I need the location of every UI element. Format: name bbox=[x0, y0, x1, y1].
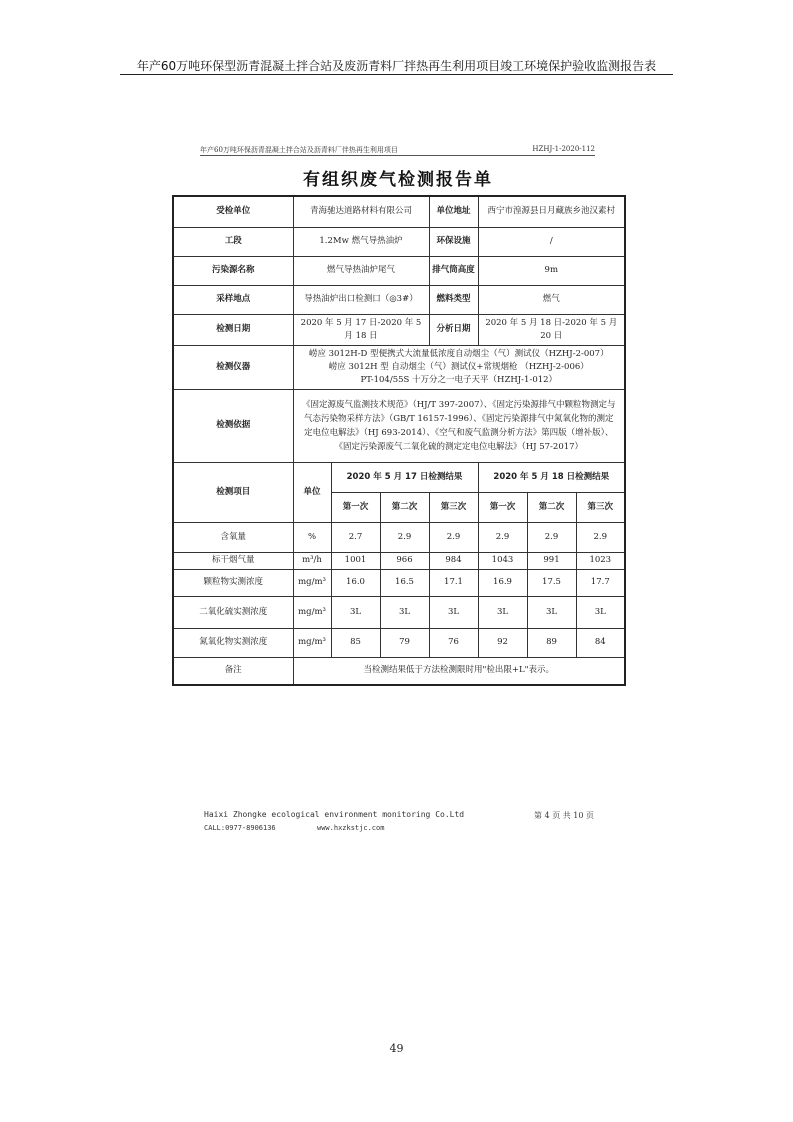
measure-unit: mg/m³ bbox=[293, 569, 331, 596]
info-value: 燃气导热油炉尾气 bbox=[293, 256, 429, 285]
instrument-line: 崂应 3012H 型 自动烟尘（气）测试仪+常规烟枪 （HZHJ-2-006） bbox=[328, 361, 589, 372]
measure-value: 2.9 bbox=[478, 522, 527, 552]
footer-url: www.hxzkstjc.com bbox=[317, 824, 385, 832]
table-row bbox=[173, 256, 625, 285]
measure-unit: mg/m³ bbox=[293, 628, 331, 657]
measure-item: 颗粒物实测浓度 bbox=[173, 569, 293, 596]
footer-phone: CALL:0977-8906136 bbox=[204, 824, 276, 832]
info-label: 采样地点 bbox=[173, 285, 293, 314]
measure-value: 1023 bbox=[576, 552, 625, 569]
table-row bbox=[173, 462, 625, 492]
measure-value: 984 bbox=[429, 552, 478, 569]
measure-value: 2.7 bbox=[331, 522, 380, 552]
doc-header-divider bbox=[200, 155, 595, 156]
measure-value: 2.9 bbox=[576, 522, 625, 552]
doc-code: HZHJ-1-2020-112 bbox=[532, 145, 595, 153]
measure-value: 84 bbox=[576, 628, 625, 657]
measure-unit: mg/m³ bbox=[293, 596, 331, 628]
info-value: 1.2Mw 燃气导热油炉 bbox=[293, 227, 429, 256]
results-item-header: 检测项目 bbox=[173, 462, 293, 522]
report-running-header: 年产60万吨环保型沥青混凝土拌合站及废沥青料厂拌热再生利用项目竣工环境保护验收监测报告表 bbox=[136, 59, 657, 73]
measure-value: 17.7 bbox=[576, 569, 625, 596]
doc-project-name: 年产60万吨环保沥青混凝土拌合站及沥青料厂伴热再生利用项目 bbox=[200, 146, 398, 154]
instrument-line: PT-104/55S 十万分之一电子天平（HZHJ-1-012） bbox=[360, 374, 558, 385]
results-unit-header: 单位 bbox=[293, 462, 331, 522]
measure-value: 3L bbox=[576, 596, 625, 628]
measure-value: 89 bbox=[527, 628, 576, 657]
measure-value: 991 bbox=[527, 552, 576, 569]
measure-value: 17.1 bbox=[429, 569, 478, 596]
measure-value: 2.9 bbox=[429, 522, 478, 552]
table-row bbox=[173, 552, 625, 569]
info-label: 检测日期 bbox=[173, 314, 293, 345]
measure-value: 2.9 bbox=[527, 522, 576, 552]
emission-report-table bbox=[172, 195, 626, 686]
info-label: 受检单位 bbox=[173, 196, 293, 227]
info-label: 单位地址 bbox=[429, 196, 478, 227]
table-row bbox=[173, 389, 625, 462]
measure-value: 3L bbox=[380, 596, 429, 628]
info-value: 2020 年 5 月 18 日-2020 年 5 月 20 日 bbox=[478, 314, 625, 345]
table-row bbox=[173, 569, 625, 596]
measure-unit: m³/h bbox=[293, 552, 331, 569]
measure-value: 79 bbox=[380, 628, 429, 657]
doc-title: 有组织废气检测报告单 bbox=[303, 170, 493, 190]
round-header: 第三次 bbox=[576, 492, 625, 522]
round-header: 第一次 bbox=[478, 492, 527, 522]
info-label: 排气筒高度 bbox=[429, 256, 478, 285]
table-row bbox=[173, 657, 625, 685]
table-row bbox=[173, 314, 625, 345]
measure-unit: % bbox=[293, 522, 331, 552]
instrument-list bbox=[293, 345, 625, 389]
info-value: 青海驰达道路材料有限公司 bbox=[293, 196, 429, 227]
info-value: 9m bbox=[478, 256, 625, 285]
remark-label: 备注 bbox=[173, 657, 293, 685]
info-label: 分析日期 bbox=[429, 314, 478, 345]
info-value: / bbox=[478, 227, 625, 256]
round-header: 第二次 bbox=[380, 492, 429, 522]
footer-page-info: 第 4 页 共 10 页 bbox=[534, 811, 594, 820]
info-label: 污染源名称 bbox=[173, 256, 293, 285]
day2-results-header: 2020 年 5 月 18 日检测结果 bbox=[478, 462, 625, 492]
day1-results-header: 2020 年 5 月 17 日检测结果 bbox=[331, 462, 478, 492]
round-header: 第二次 bbox=[527, 492, 576, 522]
info-label: 环保设施 bbox=[429, 227, 478, 256]
table-row bbox=[173, 345, 625, 389]
page-number: 49 bbox=[389, 1042, 404, 1055]
info-label: 检测仪器 bbox=[173, 345, 293, 389]
measure-value: 16.9 bbox=[478, 569, 527, 596]
standards-text: 《固定源废气监测技术规范》（HJ/T 397-2007）、《固定污染源排气中颗粒物测定与气态污染物采样方法》（GB/T 16157-1996）、《固定污染源排气中氮氧化物的测定 定电位电解法》（HJ 693-2014）、《空气和废气监测分析方法》第四版（增补版）、《固定污染源废气二氧化硫的测定定电位电解法》（HJ 57-2017） bbox=[293, 389, 625, 462]
footer-company: Haixi Zhongke ecological environment monitoring Co.Ltd bbox=[204, 810, 465, 819]
info-label: 检测依据 bbox=[173, 389, 293, 462]
remark-text: 当检测结果低于方法检测限时用"检出限+L"表示。 bbox=[293, 657, 625, 685]
measure-item: 氮氧化物实测浓度 bbox=[173, 628, 293, 657]
measure-value: 17.5 bbox=[527, 569, 576, 596]
info-value: 燃气 bbox=[478, 285, 625, 314]
table-row bbox=[173, 227, 625, 256]
round-header: 第三次 bbox=[429, 492, 478, 522]
table-row bbox=[173, 596, 625, 628]
info-value: 西宁市湟源县日月藏族乡池汉素村 bbox=[478, 196, 625, 227]
measure-value: 16.0 bbox=[331, 569, 380, 596]
round-header: 第一次 bbox=[331, 492, 380, 522]
table-row bbox=[173, 522, 625, 552]
measure-value: 16.5 bbox=[380, 569, 429, 596]
info-value: 导热油炉出口检测口（◎3#） bbox=[293, 285, 429, 314]
measure-value: 3L bbox=[527, 596, 576, 628]
measure-value: 2.9 bbox=[380, 522, 429, 552]
doc-header bbox=[200, 145, 595, 155]
table-row bbox=[173, 628, 625, 657]
measure-value: 966 bbox=[380, 552, 429, 569]
info-value: 2020 年 5 月 17 日-2020 年 5 月 18 日 bbox=[293, 314, 429, 345]
measure-value: 92 bbox=[478, 628, 527, 657]
measure-value: 3L bbox=[478, 596, 527, 628]
measure-value: 76 bbox=[429, 628, 478, 657]
table-row bbox=[173, 196, 625, 227]
instrument-line: 崂应 3012H-D 型便携式大流量低浓度自动烟尘（气）测试仪（HZHJ-2-007） bbox=[308, 348, 609, 359]
doc-footer-contact bbox=[204, 824, 594, 832]
measure-item: 含氧量 bbox=[173, 522, 293, 552]
info-label: 工段 bbox=[173, 227, 293, 256]
table-row bbox=[173, 285, 625, 314]
measure-value: 3L bbox=[331, 596, 380, 628]
measure-value: 3L bbox=[429, 596, 478, 628]
measure-value: 1043 bbox=[478, 552, 527, 569]
doc-footer bbox=[204, 810, 594, 821]
measure-item: 标干烟气量 bbox=[173, 552, 293, 569]
measure-item: 二氧化硫实测浓度 bbox=[173, 596, 293, 628]
info-label: 燃料类型 bbox=[429, 285, 478, 314]
header-divider bbox=[120, 74, 673, 75]
measure-value: 1001 bbox=[331, 552, 380, 569]
measure-value: 85 bbox=[331, 628, 380, 657]
